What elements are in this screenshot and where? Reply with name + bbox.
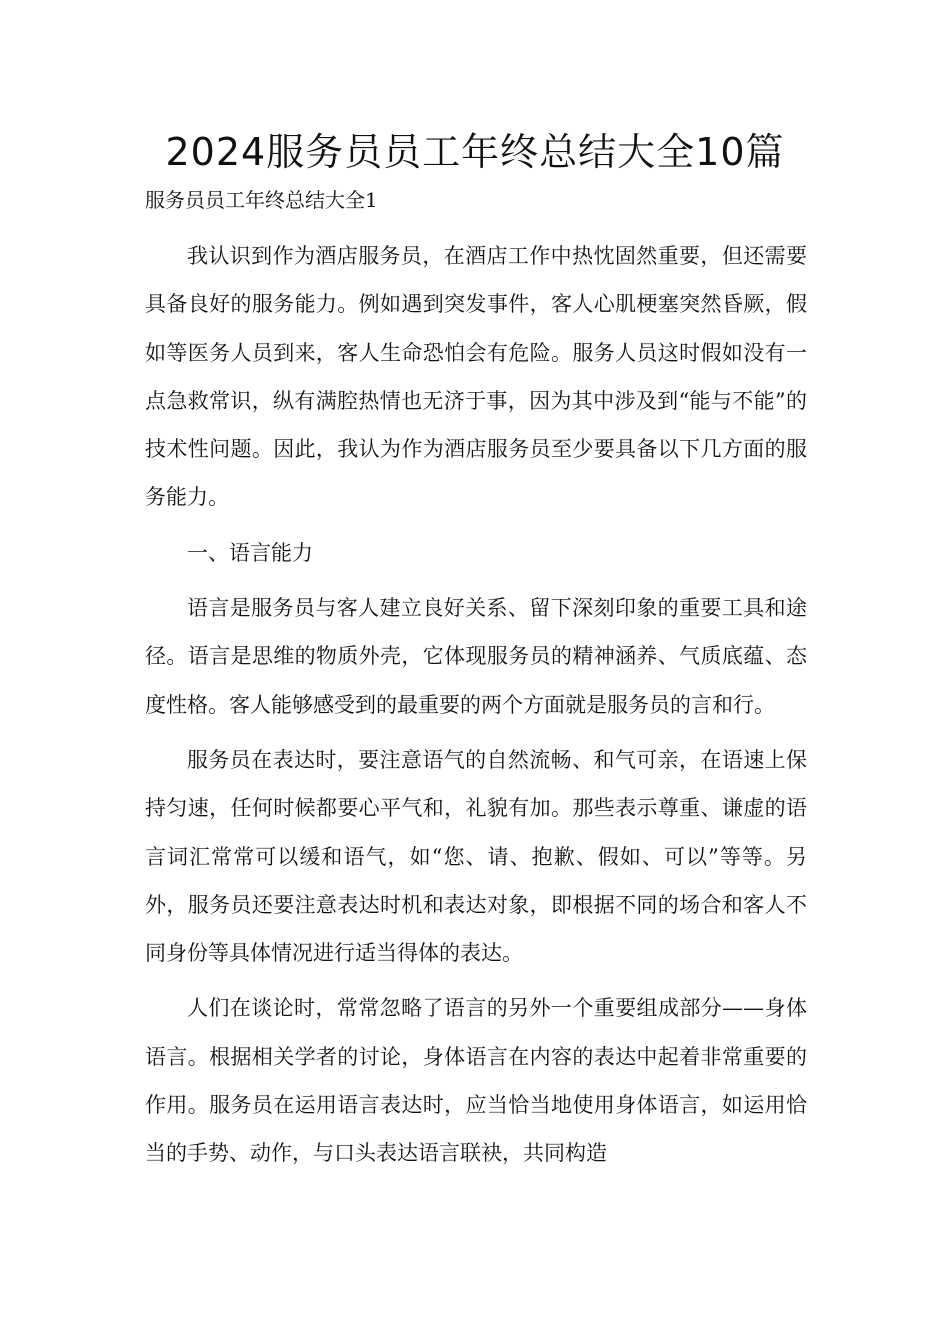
paragraph-language-2: 服务员在表达时，要注意语气的自然流畅、和气可亲，在语速上保持匀速，任何时候都要心平气和，礼貌有加。那些表示尊重、谦虚的语言词汇常常可以缓和语气，如“您、请、抱歉、假如、可以”等等。另外，服务员还要注意表达时机和表达对象，即根据不同的场合和客人不同身份等具体情况进行适当得体的表达。 — [145, 747, 807, 966]
paragraph-heading-language: 一、语言能力 — [187, 540, 313, 565]
paragraph-intro: 我认识到作为酒店服务员，在酒店工作中热忱固然重要，但还需要具备良好的服务能力。例如遇到突发事件，客人心肌梗塞突然昏厥，假如等医务人员到来，客人生命恐怕会有危险。服务人员这时假如没有一点急救常识，纵有满腔热情也无济于事，因为其中涉及到“能与不能”的技术性问题。因此，我认为作为酒店服务员至少要具备以下几方面的服务能力。 — [145, 244, 807, 510]
paragraph-language-1: 语言是服务员与客人建立良好关系、留下深刻印象的重要工具和途径。语言是思维的物质外壳，它体现服务员的精神涵养、气质底蕴、态度性格。客人能够感受到的最重要的两个方面就是服务员的言和行。 — [145, 596, 807, 717]
document-title: 2024服务员员工年终总结大全10篇 — [165, 130, 785, 174]
document-body — [145, 232, 807, 1178]
paragraph-body-language: 人们在谈论时，常常忽略了语言的另外一个重要组成部分——身体语言。根据相关学者的讨论，身体语言在内容的表达中起着非常重要的作用。服务员在运用语言表达时，应当恰当地使用身体语言，如运用恰当的手势、动作，与口头表达语言联袂，共同构造 — [145, 996, 807, 1166]
section-heading: 服务员员工年终总结大全1 — [145, 188, 378, 212]
